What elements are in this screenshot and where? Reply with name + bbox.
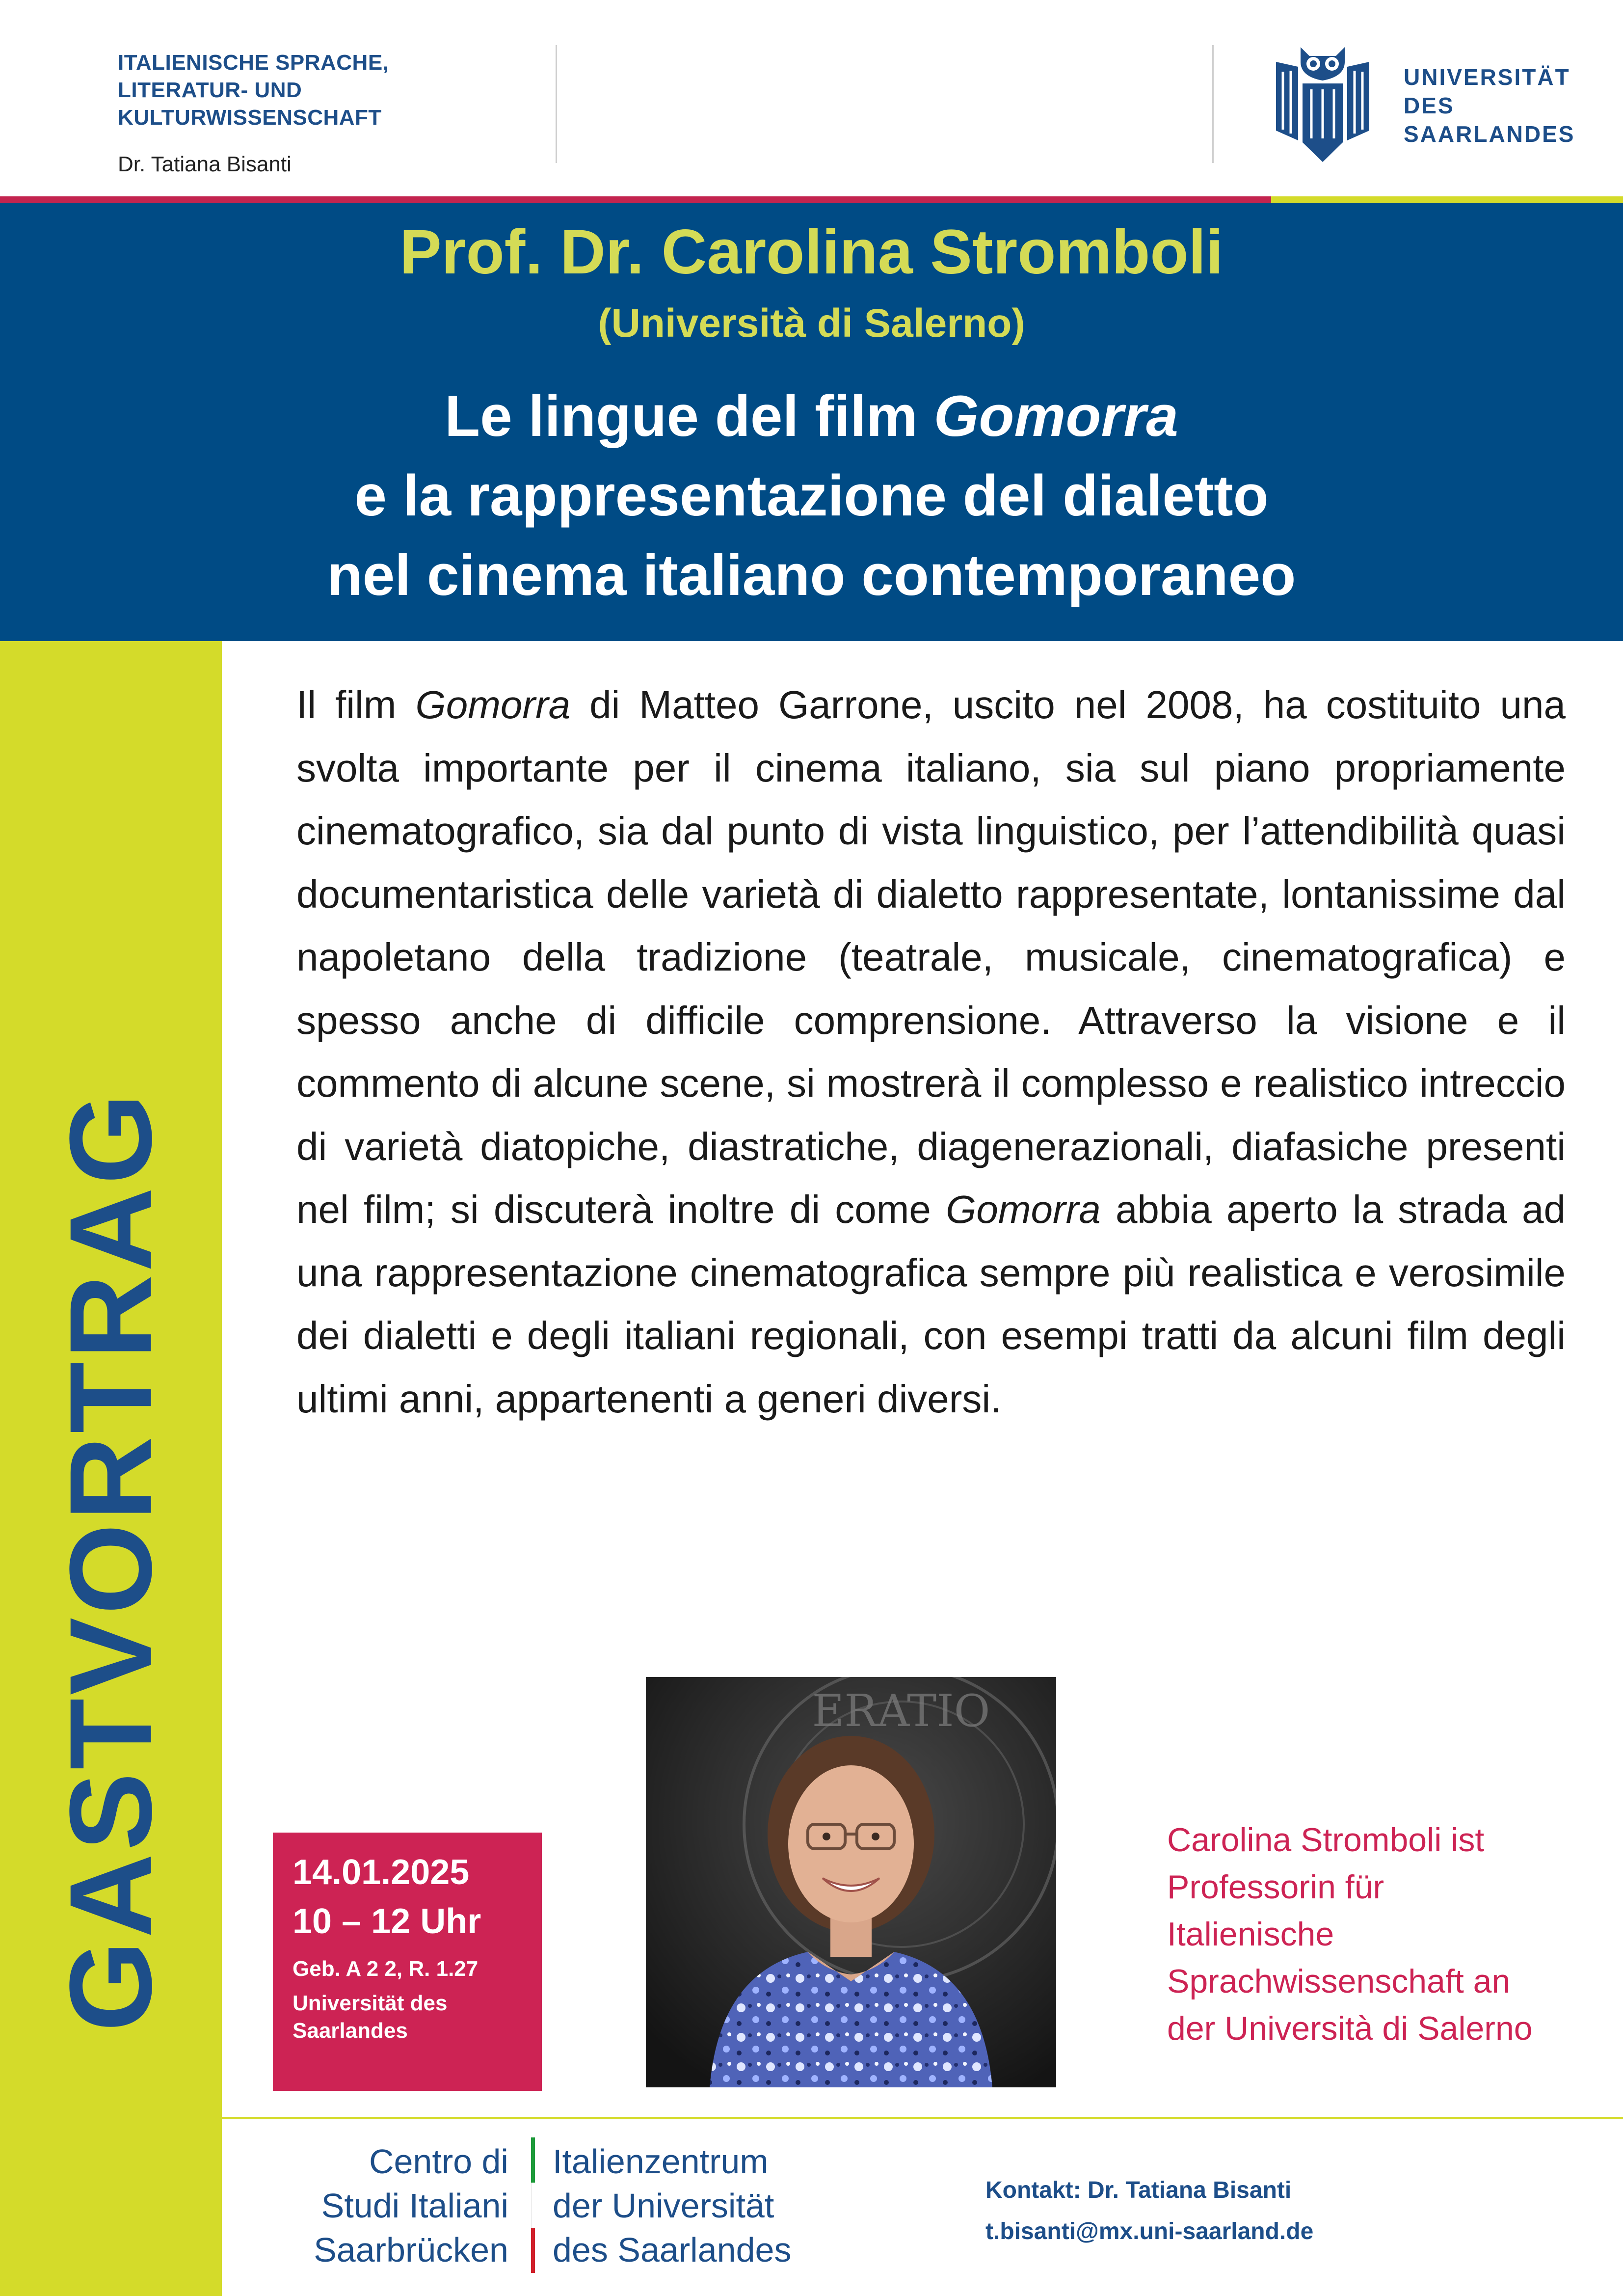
title-prefix: Le lingue del film <box>445 384 934 449</box>
bio-line: Carolina Stromboli ist <box>1167 1821 1485 1859</box>
speaker-bio <box>1167 1816 1599 2052</box>
abstract-part: abbia aperto la strada ad una rappresentazione cinematografica sempre più realistica e verosimile dei dialetti e degli italiani regionali, con esempi tratti da alcuni film degli ultimi anni, appartenenti a generi diversi. <box>296 1188 1566 1421</box>
accent-bar-yellow <box>1271 196 1623 203</box>
university-line-3: SAARLANDES <box>1404 121 1575 147</box>
event-place: Universität des Saarlandes <box>293 1991 448 2043</box>
speaker-photo <box>646 1677 1056 2087</box>
abstract-film-name: Gomorra <box>415 683 571 727</box>
speaker-affiliation: (Università di Salerno) <box>598 301 1025 346</box>
event-info-box <box>273 1833 542 2091</box>
abstract-text <box>296 674 1566 1431</box>
header-divider-right <box>1212 45 1214 163</box>
title-film-name: Gomorra <box>933 384 1178 449</box>
event-room: Geb. A 2 2, R. 1.27 <box>293 1957 479 1981</box>
event-date: 14.01.2025 <box>293 1853 470 1892</box>
university-line-1: UNIVERSITÄT <box>1404 64 1570 90</box>
bio-line: der Università di Salerno <box>1167 2010 1533 2047</box>
italienzentrum-logo <box>553 2139 791 2272</box>
flag-red-segment <box>531 2228 535 2273</box>
contact-label: Kontakt: Dr. Tatiana Bisanti <box>985 2177 1292 2203</box>
university-name <box>1404 63 1575 148</box>
centro-studi-italiani-logo <box>275 2139 508 2272</box>
iz-line-2: der Universität <box>553 2187 774 2225</box>
bio-line: Italienische <box>1167 1916 1334 1953</box>
abstract-film-name: Gomorra <box>946 1188 1101 1231</box>
department-line-2: LITERATUR- UND <box>118 78 302 102</box>
header-divider-left <box>556 45 557 163</box>
abstract-part: Il film <box>296 683 416 727</box>
contact-email[interactable]: t.bisanti@mx.uni-saarland.de <box>985 2218 1314 2244</box>
bio-line: Professorin für <box>1167 1868 1384 1906</box>
owl-crest-logo-icon <box>1271 42 1374 163</box>
centro-line-3: Saarbrücken <box>314 2231 508 2269</box>
lecture-title-line-3: nel cinema italiano contemporaneo <box>327 543 1296 608</box>
seal-text: ERATIO <box>812 1685 990 1737</box>
university-line-2: DES <box>1404 93 1455 118</box>
iz-line-1: Italienzentrum <box>553 2142 769 2181</box>
abstract-part: di Matteo Garrone, uscito nel 2008, ha costituito una svolta importante per il cinema italiano, sia sul piano propriamente cinematografico, sia dal punto di vista linguistico, per l’attendibilità quasi documentaristica delle varietà di dialetto rappresentate, lontanissime dal napoletano della tradizione (teatrale, musicale, cinematografica) e spesso anche di difficile comprensione. Attraverso la visione e il commento di alcune scene, si mostrerà il complesso e realistico intreccio di varietà diatopiche, diastratiche, diagenerazionali, diafasiche presenti nel film; si discuterà inoltre di come <box>296 683 1566 1231</box>
accent-bar-red <box>0 196 1271 203</box>
department-name <box>118 49 389 132</box>
lecture-title-line-2: e la rappresentazione del dialetto <box>354 463 1269 528</box>
event-time: 10 – 12 Uhr <box>293 1902 481 1941</box>
flag-green-segment <box>531 2137 535 2183</box>
centro-line-1: Centro di <box>369 2142 508 2181</box>
department-line-3: KULTURWISSENSCHAFT <box>118 106 382 130</box>
flag-white-segment <box>531 2183 535 2228</box>
department-person: Dr. Tatiana Bisanti <box>118 152 292 176</box>
contact-info <box>985 2170 1313 2252</box>
department-line-1: ITALIENISCHE SPRACHE, <box>118 51 389 75</box>
speaker-name: Prof. Dr. Carolina Stromboli <box>399 217 1224 287</box>
iz-line-3: des Saarlandes <box>553 2231 792 2269</box>
lecture-title-line-1 <box>0 383 1623 450</box>
bio-line: Sprachwissenschaft an <box>1167 1963 1511 2000</box>
sidebar-label: GASTVORTRAG <box>46 1090 176 2032</box>
footer-divider <box>222 2117 1623 2119</box>
centro-line-2: Studi Italiani <box>321 2187 508 2225</box>
